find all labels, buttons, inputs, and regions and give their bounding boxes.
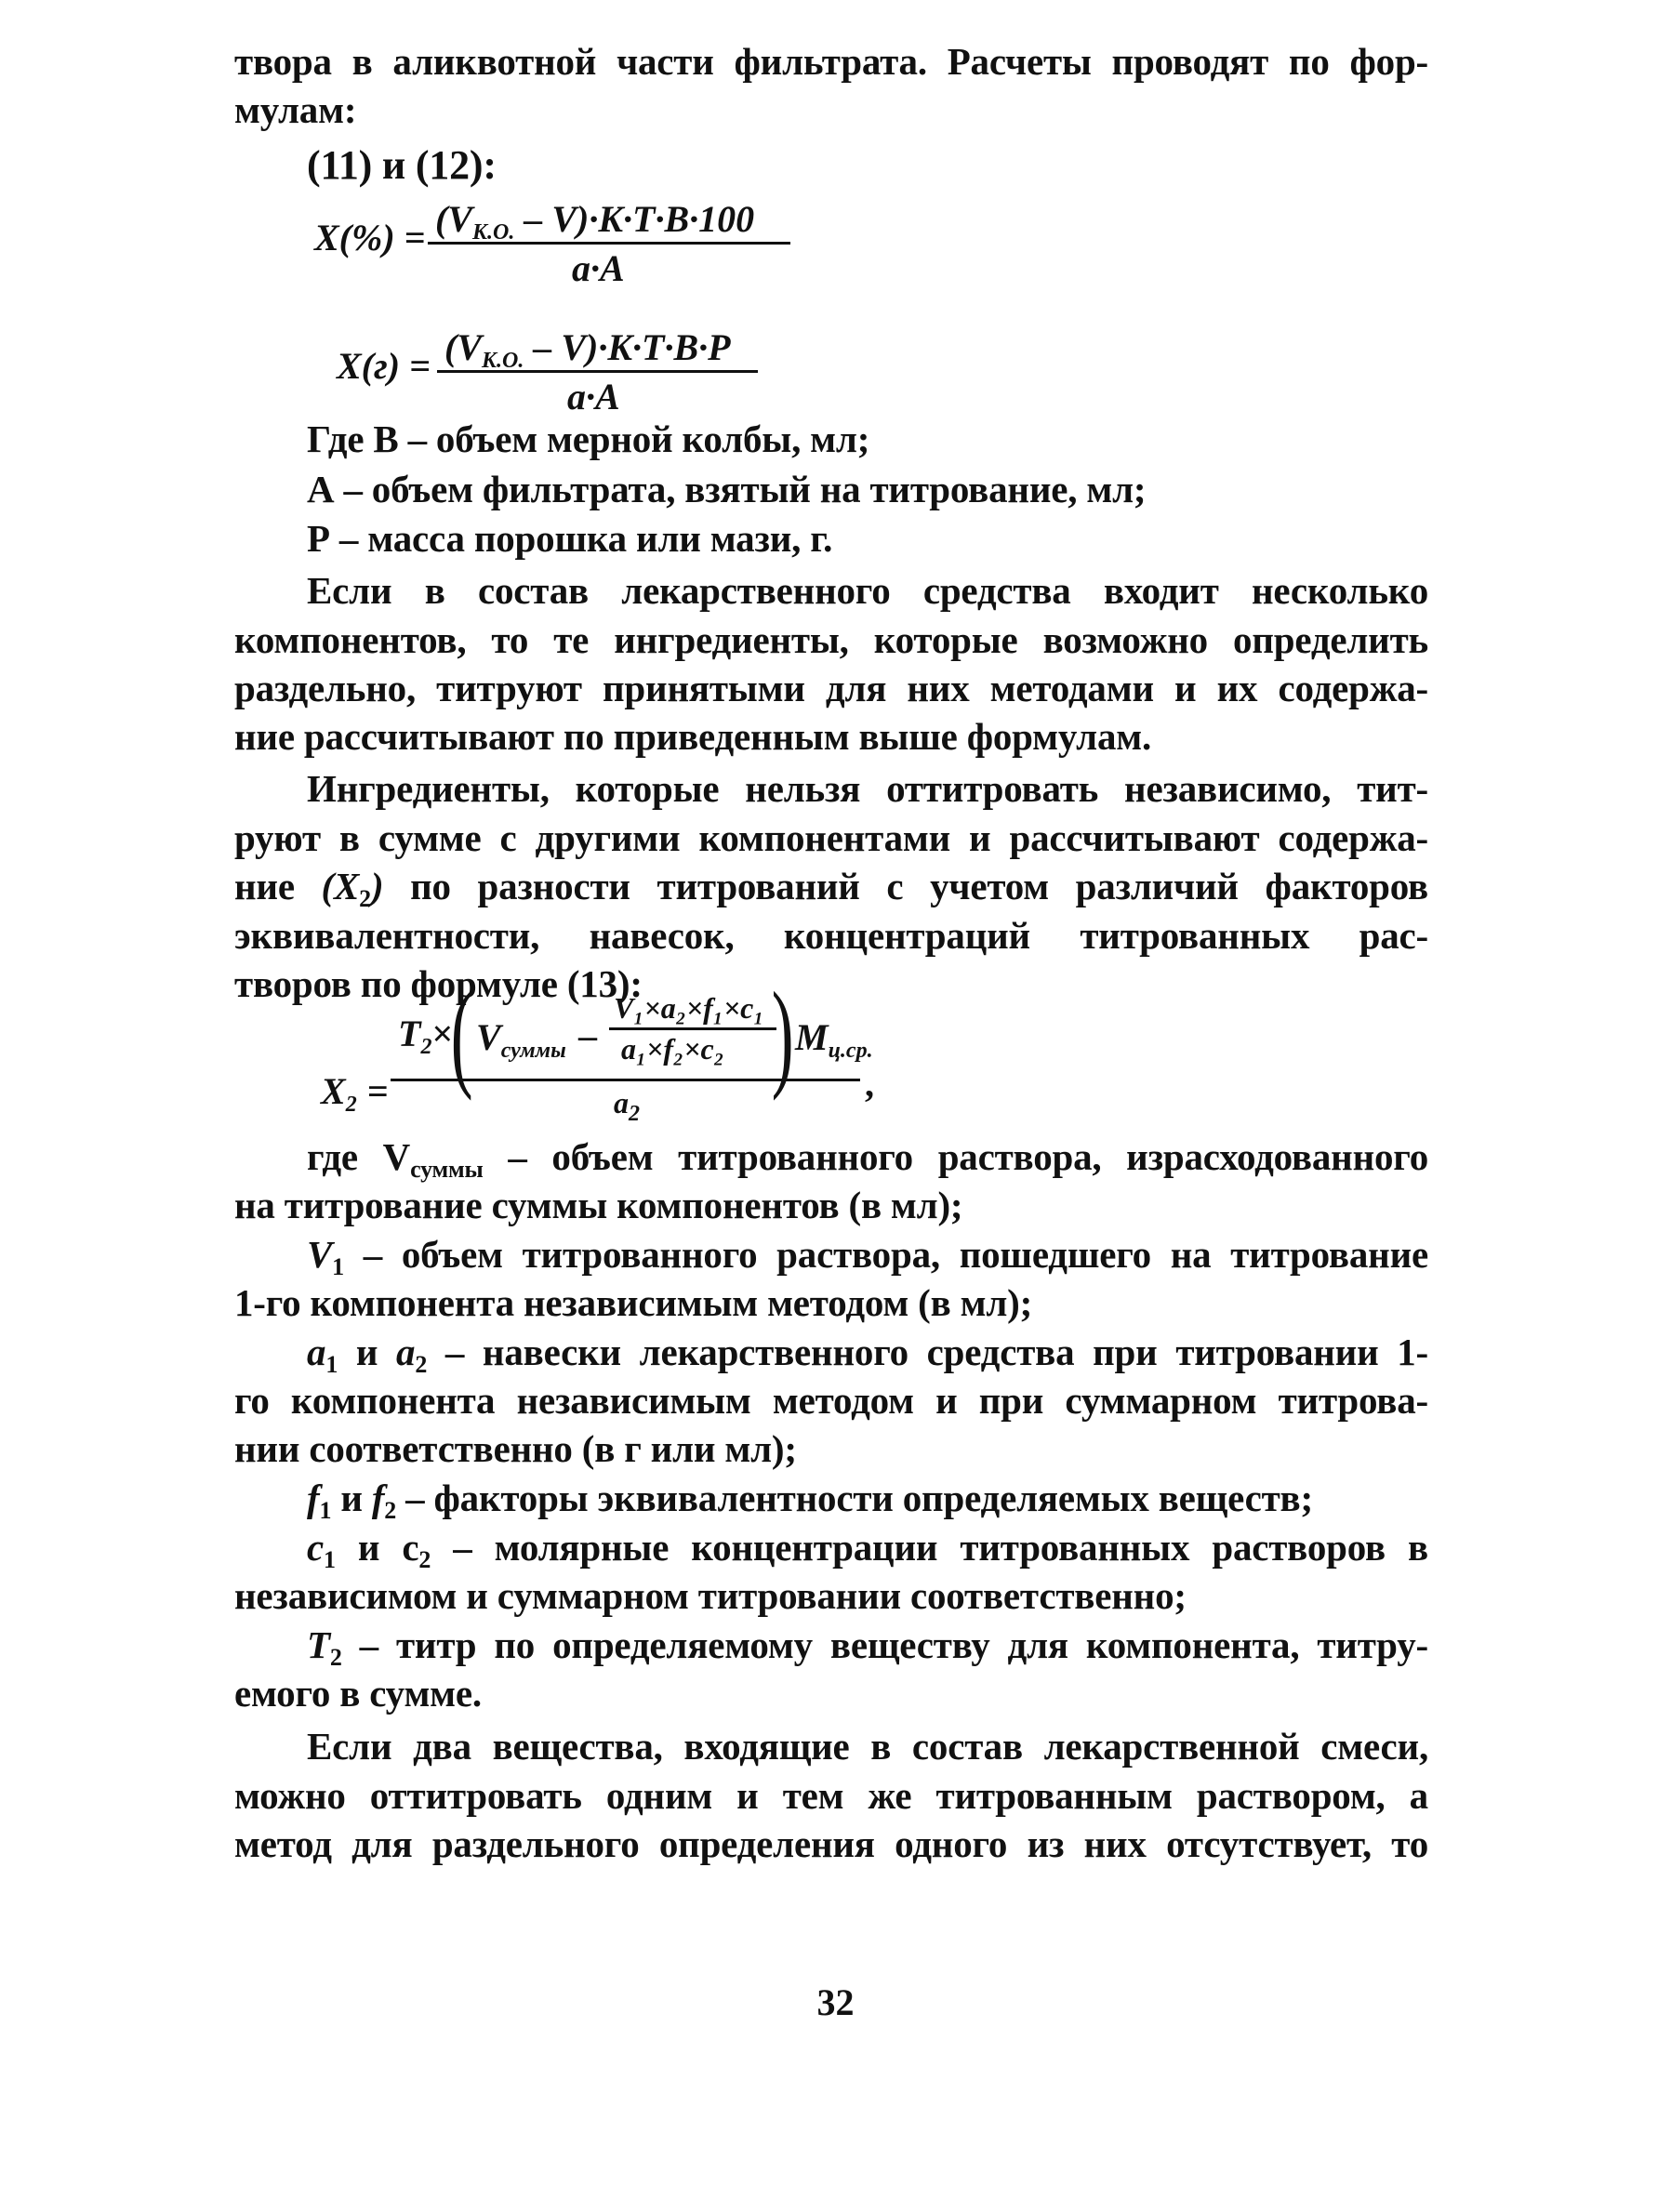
formula-lhs: $X_2$: [321, 1070, 357, 1117]
text-line: компонентов, то те ингредиенты, которые возможно определить: [234, 618, 1428, 661]
text-line: раздельно, титруют принятыми для них методами и их содержа-: [234, 667, 1428, 709]
formula-lhs: X(г) =: [337, 345, 431, 387]
formula-denominator: a·A: [572, 247, 625, 289]
text-line: $c_1$ и $c_2$ – молярные концентрации титрованных растворов в: [307, 1526, 1428, 1573]
inner-fraction-bar: [609, 1027, 776, 1030]
text-line: $V_1$ – объем титрованного раствора, пошедшего на титрование: [307, 1233, 1428, 1280]
formula-m: $M_{ц.ср.}$: [795, 1016, 873, 1063]
left-paren: (: [450, 968, 473, 1102]
text-line: Ингредиенты, которые нельзя оттитровать независимо, тит-: [307, 767, 1428, 810]
text-line: независимом и суммарном титровании соответственно;: [234, 1574, 1187, 1617]
text-line: где $V_{суммы}$ – объем титрованного раствора, израсходованного: [307, 1135, 1429, 1183]
text-line: твора в аликвотной части фильтрата. Расчеты проводят по фор-: [234, 40, 1428, 83]
fraction-bar: [428, 242, 790, 245]
text-line: $a_1$ и $a_2$ – навески лекарственного средства при титровании 1-: [307, 1331, 1428, 1378]
formula-t2: $T_2\times$: [398, 1013, 454, 1059]
right-paren: ): [771, 968, 794, 1102]
text-line: творов по формуле (13):: [234, 962, 643, 1005]
inner-denominator: a₁×f₂×c₂: [621, 1032, 724, 1066]
text-line: эквивалентности, навесок, концентраций титрованных рас-: [234, 914, 1428, 957]
formula-lhs: X(%) =: [314, 217, 426, 258]
text-line: $f_1$ и $f_2$ – факторы эквивалентности определяемых веществ;: [307, 1477, 1313, 1524]
text-line: Если два вещества, входящие в состав лекарственной смеси,: [307, 1725, 1428, 1768]
text-line: метод для раздельного определения одного из них отсутствует, то: [234, 1822, 1428, 1865]
formula-numerator: $(V_{K.O.} - V)\cdot K\cdot T\cdot B\cdot P$: [444, 326, 731, 373]
formula-vsum: $V_{суммы}$: [476, 1016, 566, 1063]
formula-denominator: $a_2$: [614, 1086, 640, 1126]
text-line: А – объем фильтрата, взятый на титрование, мл;: [307, 468, 1147, 510]
text-line: Где В – объем мерной колбы, мл;: [307, 417, 870, 460]
inner-numerator: V₁×a₂×f₁×c₁: [614, 991, 764, 1025]
text-line: ние рассчитывают по приведенным выше формулам.: [234, 715, 1152, 758]
text-line: $T_2$ – титр по определяемому веществу для компонента, титру-: [307, 1623, 1428, 1671]
formula-equals: =: [367, 1070, 389, 1112]
text-line: на титрование суммы компонентов (в мл);: [234, 1184, 963, 1226]
text-line: нии соответственно (в г или мл);: [234, 1427, 797, 1470]
fraction-bar: [437, 370, 758, 373]
text-line: Р – масса порошка или мази, г.: [307, 517, 833, 560]
text-line: емого в сумме.: [234, 1672, 482, 1715]
main-fraction-bar: [391, 1079, 860, 1081]
formula-comma: ,: [865, 1063, 874, 1105]
text-line: Если в состав лекарственного средства входит несколько: [307, 569, 1428, 612]
page-number: 32: [816, 1981, 855, 2023]
text-line: 1-го компонента независимым методом (в мл);: [234, 1281, 1033, 1324]
formula-denominator: a·A: [567, 376, 620, 417]
text-line: ние $(X_2)$ по разности титрований с учетом различий факторов: [234, 865, 1428, 912]
text-line: го компонента независимым методом и при суммарном титрова-: [234, 1379, 1428, 1422]
formula-minus: –: [578, 1014, 597, 1056]
text-line: руют в сумме с другими компонентами и рассчитывают содержа-: [234, 816, 1428, 859]
text-line: можно оттитровать одним и тем же титрованным раствором, а: [234, 1774, 1428, 1817]
text-line: мулам:: [234, 88, 357, 131]
formula-numerator: $(V_{K.O.} - V)\cdot K\cdot T\cdot B\cdot 100$: [435, 198, 755, 245]
formula-ref-heading: (11) и (12):: [307, 142, 497, 188]
